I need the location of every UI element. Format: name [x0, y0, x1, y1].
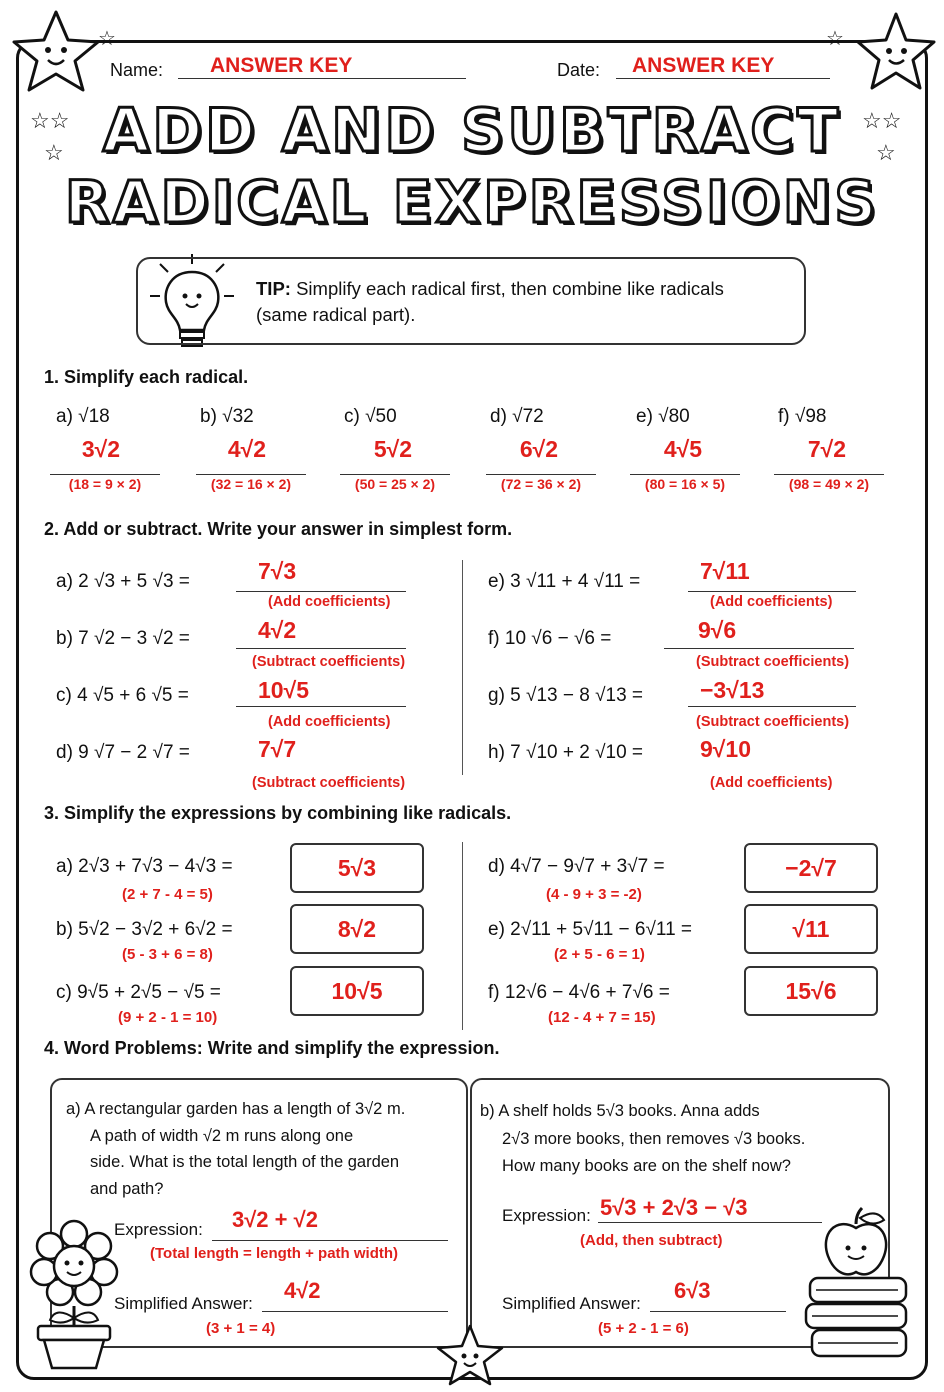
p2-note: (Add coefficients)	[268, 594, 391, 610]
p1-note: (50 = 25 × 2)	[340, 474, 450, 492]
problem-line: How many books are on the shelf now?	[502, 1157, 791, 1175]
p2-answer[interactable]: 7√11	[700, 558, 750, 584]
p1-question: e) √80	[636, 406, 690, 427]
p3-question: d) 4√7 − 9√7 + 3√7 =	[488, 856, 665, 877]
p2-question: b) 7 √2 − 3 √2 =	[56, 628, 190, 649]
answer-line	[236, 706, 406, 707]
answer-line	[664, 648, 854, 649]
problem-line: a) A rectangular garden has a length of 3√2 m.	[66, 1100, 406, 1118]
p2-question: h) 7 √10 + 2 √10 =	[488, 742, 644, 763]
p2-note: (Subtract coefficients)	[252, 654, 406, 670]
p3-answer-box[interactable]: −2√7	[744, 843, 878, 893]
date-value[interactable]: ANSWER KEY	[632, 54, 775, 77]
flower-pot-icon	[22, 1218, 126, 1374]
answer-line	[598, 1222, 822, 1223]
expression-note: (Add, then subtract)	[580, 1232, 723, 1249]
p2-note: (Subtract coefficients)	[252, 775, 406, 791]
small-star-icon: ☆	[44, 140, 64, 165]
date-field-line	[616, 78, 830, 79]
answer-line	[650, 1311, 786, 1312]
p2-question: f) 10 √6 − √6 =	[488, 628, 612, 649]
date-label: Date:	[557, 60, 601, 80]
p2-answer[interactable]: 10√5	[258, 677, 309, 703]
p1-answer[interactable]: 6√2	[519, 436, 559, 462]
star-character-icon	[8, 6, 108, 96]
answer-line	[236, 591, 406, 592]
column-divider	[462, 842, 463, 1030]
p1-note: (98 = 49 × 2)	[774, 474, 884, 492]
problem-line: and path?	[90, 1179, 164, 1198]
p3-note: (5 - 3 + 6 = 8)	[122, 946, 213, 963]
p3-note: (4 - 9 + 3 = -2)	[546, 886, 642, 903]
p3-answer-box[interactable]: 8√2	[290, 904, 424, 954]
expression-note: (Total length = length + path width)	[150, 1245, 399, 1262]
p2-note: (Add coefficients)	[710, 594, 833, 610]
p2-answer[interactable]: −3√13	[700, 677, 765, 703]
title-line-1: ADD AND SUBTRACT	[102, 96, 842, 166]
simplified-answer-label: Simplified Answer:	[114, 1294, 253, 1313]
p1-question: b) √32	[200, 406, 254, 427]
tip-label: TIP:	[256, 278, 291, 299]
p1-question: c) √50	[344, 406, 397, 427]
p1-note: (80 = 16 × 5)	[630, 474, 740, 492]
star-character-icon	[852, 8, 942, 98]
p2-answer[interactable]: 7√3	[258, 558, 297, 584]
tip-line-1: Simplify each radical first, then combine like radicals	[290, 278, 724, 299]
p1-answer[interactable]: 4√2	[227, 436, 267, 462]
name-field-line	[178, 78, 466, 79]
p3-note: (12 - 4 + 7 = 15)	[548, 1009, 656, 1026]
p2-answer[interactable]: 9√10	[700, 736, 751, 762]
tip-text	[256, 276, 724, 328]
tip-line-2: (same radical part).	[256, 304, 416, 325]
p3-note: (2 + 5 - 6 = 1)	[554, 946, 645, 963]
expression-label: Expression:	[502, 1206, 591, 1225]
small-star-icon: ☆	[826, 28, 844, 50]
p3-answer-box[interactable]: 5√3	[290, 843, 424, 893]
problem-line: side. What is the total length of the garden	[90, 1153, 400, 1171]
title-line-2: RADICAL EXPRESSIONS	[64, 168, 880, 236]
p1-question: a) √18	[56, 406, 110, 427]
expression-label: Expression:	[114, 1220, 203, 1239]
p3-answer-box[interactable]: √11	[744, 904, 878, 954]
p2-question: a) 2 √3 + 5 √3 =	[56, 571, 190, 592]
problem-line: A path of width √2 m runs along one	[90, 1126, 354, 1145]
star-character-icon	[432, 1322, 508, 1388]
simplified-answer-label: Simplified Answer:	[502, 1294, 641, 1313]
problem-line: 2√3 more books, then removes √3 books.	[502, 1129, 806, 1148]
word-problem-a-text	[66, 1096, 405, 1202]
name-value[interactable]: ANSWER KEY	[210, 54, 353, 77]
part1-heading: 1. Simplify each radical.	[44, 367, 249, 387]
p2-answer[interactable]: 4√2	[258, 617, 297, 643]
expression-answer[interactable]: 5√3 + 2√3 − √3	[600, 1195, 748, 1220]
column-divider	[462, 560, 463, 775]
p3-question: a) 2√3 + 7√3 − 4√3 =	[56, 856, 233, 877]
p3-question: b) 5√2 − 3√2 + 6√2 =	[56, 919, 233, 940]
p2-question: e) 3 √11 + 4 √11 =	[488, 571, 641, 592]
answer-note: (5 + 2 - 1 = 6)	[598, 1320, 689, 1337]
part3-heading: 3. Simplify the expressions by combining like radicals.	[44, 803, 512, 823]
answer-line	[688, 706, 856, 707]
p3-answer-box[interactable]: 15√6	[744, 966, 878, 1016]
part2-heading: 2. Add or subtract. Write your answer in simplest form.	[44, 519, 513, 539]
p1-note: (18 = 9 × 2)	[50, 474, 160, 492]
problem-line: b) A shelf holds 5√3 books. Anna adds	[480, 1102, 760, 1120]
part4-heading: 4. Word Problems: Write and simplify the expression.	[44, 1038, 500, 1058]
p1-answer[interactable]: 7√2	[807, 436, 847, 462]
small-star-icon: ☆☆	[30, 108, 70, 133]
small-star-icon: ☆	[98, 28, 116, 50]
p3-note: (9 + 2 - 1 = 10)	[118, 1009, 218, 1026]
p2-question: g) 5 √13 − 8 √13 =	[488, 685, 644, 706]
answer-line	[688, 591, 856, 592]
p1-note: (72 = 36 × 2)	[486, 474, 596, 492]
p2-answer[interactable]: 9√6	[698, 617, 737, 643]
p1-answer[interactable]: 3√2	[81, 436, 121, 462]
p3-question: c) 9√5 + 2√5 − √5 =	[56, 982, 221, 1003]
p2-question: c) 4 √5 + 6 √5 =	[56, 685, 189, 706]
answer-line	[262, 1311, 448, 1312]
p3-question: f) 12√6 − 4√6 + 7√6 =	[488, 982, 670, 1003]
small-star-icon: ☆	[876, 140, 896, 165]
answer-note: (3 + 1 = 4)	[206, 1320, 276, 1337]
p1-answer[interactable]: 4√5	[663, 436, 703, 462]
expression-answer[interactable]: 3√2 + √2	[232, 1207, 318, 1232]
word-problem-b-text	[480, 1098, 805, 1181]
answer-line	[236, 648, 406, 649]
p2-note: (Add coefficients)	[268, 714, 391, 730]
p2-note: (Subtract coefficients)	[696, 654, 850, 670]
p1-question: f) √98	[778, 406, 827, 427]
small-star-icon: ☆☆	[862, 108, 902, 133]
p3-answer-box[interactable]: 10√5	[290, 966, 424, 1016]
p2-note: (Subtract coefficients)	[696, 714, 850, 730]
p3-note: (2 + 7 - 4 = 5)	[122, 886, 213, 903]
p3-question: e) 2√11 + 5√11 − 6√11 =	[488, 919, 693, 940]
answer-line	[212, 1240, 448, 1241]
apple-books-icon	[802, 1206, 910, 1376]
p2-question: d) 9 √7 − 2 √7 =	[56, 742, 190, 763]
simplified-answer[interactable]: 4√2	[284, 1278, 321, 1303]
name-label: Name:	[110, 60, 164, 80]
simplified-answer[interactable]: 6√3	[674, 1278, 711, 1303]
p2-answer[interactable]: 7√7	[258, 736, 297, 762]
p1-question: d) √72	[490, 406, 544, 427]
p1-answer[interactable]: 5√2	[373, 436, 413, 462]
p2-note: (Add coefficients)	[710, 775, 833, 791]
p1-note: (32 = 16 × 2)	[196, 474, 306, 492]
